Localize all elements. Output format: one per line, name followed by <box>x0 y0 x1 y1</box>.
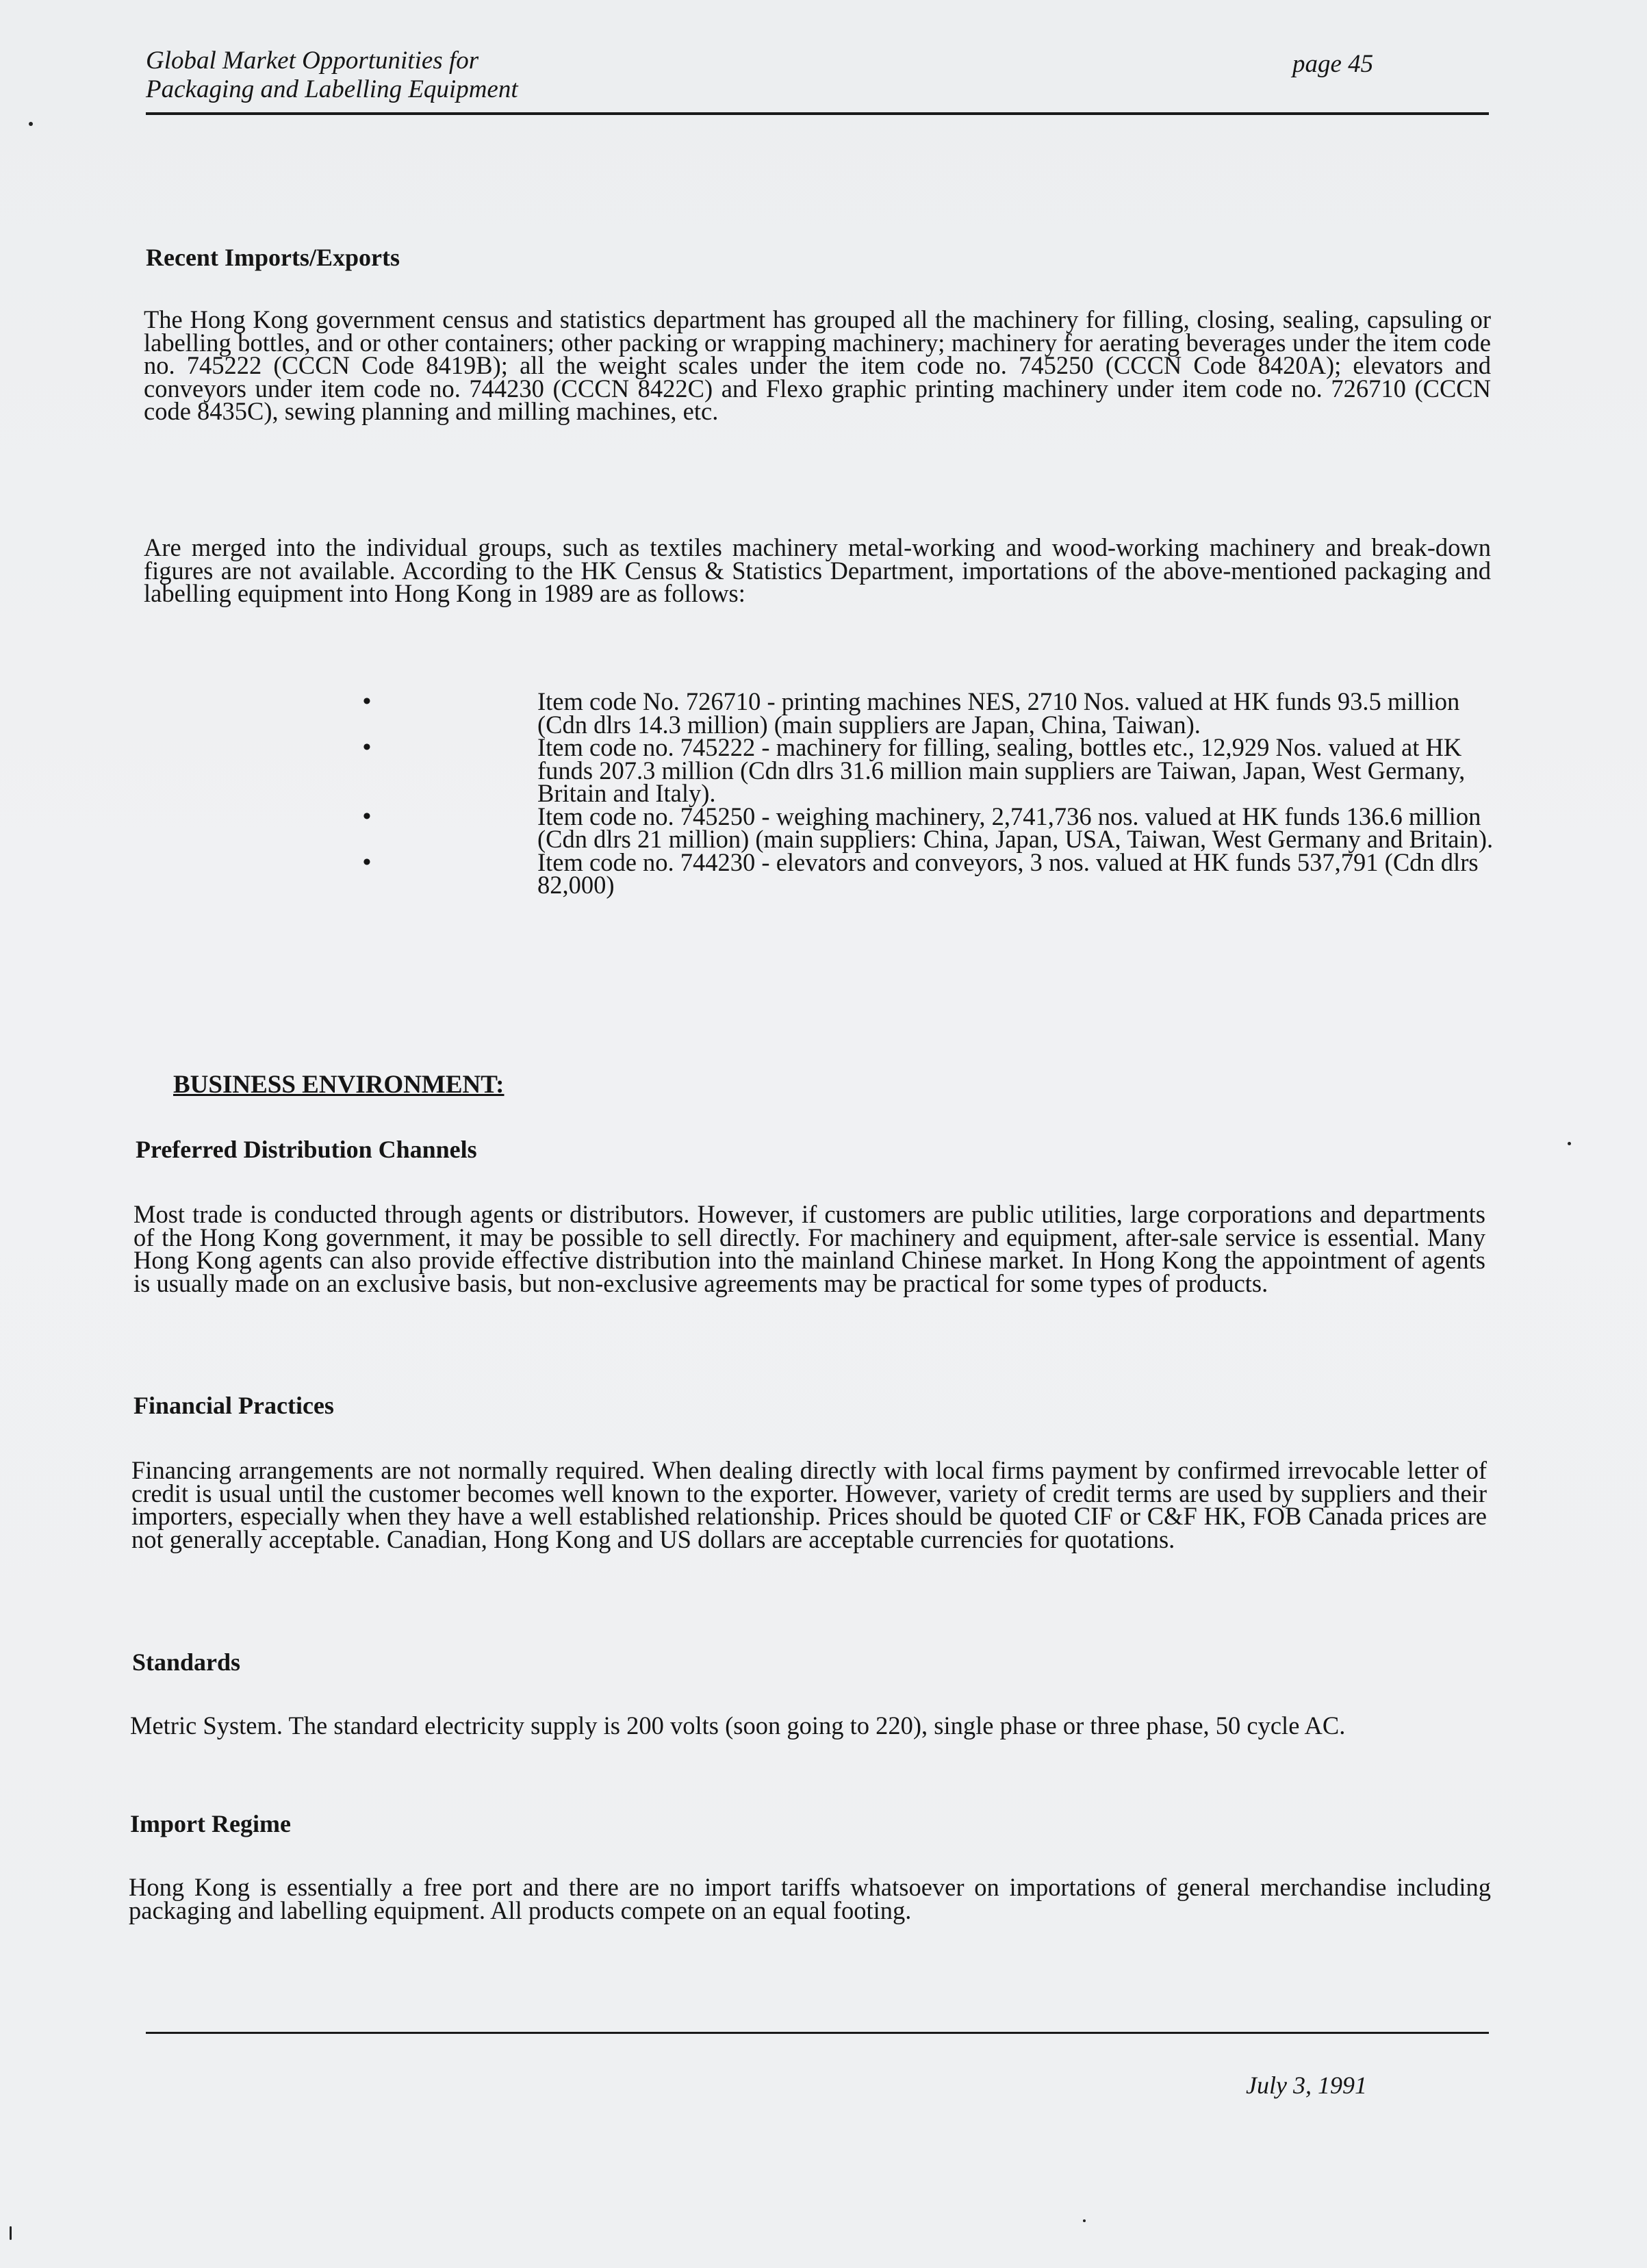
recent-imports-paragraph-1: The Hong Kong government census and statistics department has grouped all the machinery for filling, closing, sealing, capsuling or labelling bottles, and or other containers; other packing or wrapping machinery; machinery for aerating beverages under the item code no. 745222 (CCCN Code 8419B); all the weight scales under the item code no. 745250 (CCCN Code 8420A); elevators and conveyors under item code no. 744230 (CCCN 8422C) and Flexo graphic printing machinery under item code no. 726710 (CCCN code 8435C), sewing planning and milling machines, etc. <box>144 305 1491 425</box>
financial-heading: Financial Practices <box>133 1392 334 1419</box>
import-items-list <box>363 687 1499 899</box>
scan-speck <box>29 122 33 126</box>
bullet-icon: • <box>363 689 371 714</box>
recent-imports-heading: Recent Imports/Exports <box>146 244 400 271</box>
import-regime-paragraph: Hong Kong is essentially a free port and there are no import tariffs whatsoever on importations of general merchandise including packaging and labelling equipment. All products compete on an equal footing. <box>129 1873 1491 1924</box>
footer-rule <box>146 2032 1489 2034</box>
list-item <box>363 733 1499 807</box>
bullet-icon: • <box>363 803 371 829</box>
recent-imports-paragraph-2: Are merged into the individual groups, such as textiles machinery metal-working and wood-working machinery and break-down figures are not available. According to the HK Census & Statistics Department, importations of the above-mentioned packaging and labelling equipment into Hong Kong in 1989 are as follows: <box>144 533 1491 607</box>
list-item-text: Item code no. 745222 - machinery for filling, sealing, bottles etc., 12,929 Nos. valued at HK funds 207.3 million (Cdn dlrs 31.6 million main suppliers are Taiwan, Japan, West Germany, Britain and Italy). <box>537 733 1466 807</box>
scan-speck <box>10 2226 12 2240</box>
footer-date: July 3, 1991 <box>1246 2072 1367 2099</box>
page-number: page 45 <box>1292 50 1374 78</box>
business-environment-title: BUSINESS ENVIRONMENT: <box>173 1071 505 1099</box>
list-item-text: Item code No. 726710 - printing machines NES, 2710 Nos. valued at HK funds 93.5 million (Cdn dlrs 14.3 million) (main suppliers are Japan, China, Taiwan). <box>537 687 1460 739</box>
list-item-text: Item code no. 744230 - elevators and conveyors, 3 nos. valued at HK funds 537,791 (Cdn dlrs 82,000) <box>537 848 1479 899</box>
financial-paragraph: Financing arrangements are not normally required. When dealing directly with local firms payment by confirmed irrevocable letter of credit is usual until the customer becomes well known to the exporter. However, variety of credit terms are used by suppliers and their importers, especially when they have a well established relationship. Prices should be quoted CIF or C&F HK, FOB Canada prices are not generally acceptable. Canadian, Hong Kong and US dollars are acceptable currencies for quotations. <box>131 1456 1487 1553</box>
header-title-line-2: Packaging and Labelling Equipment <box>146 75 518 103</box>
list-item <box>363 848 1499 899</box>
standards-heading: Standards <box>132 1648 241 1676</box>
list-item <box>363 802 1499 853</box>
scan-speck <box>1568 1142 1571 1145</box>
header-rule <box>146 112 1489 115</box>
distribution-heading: Preferred Distribution Channels <box>136 1136 477 1163</box>
import-regime-heading: Import Regime <box>130 1810 291 1837</box>
header-title-line-1: Global Market Opportunities for <box>146 47 479 75</box>
list-item <box>363 687 1499 739</box>
bullet-icon: • <box>363 849 371 875</box>
scan-speck <box>1083 2219 1086 2222</box>
standards-paragraph: Metric System. The standard electricity supply is 200 volts (soon going to 220), single phase or three phase, 50 cycle AC. <box>130 1711 1346 1740</box>
list-item-text: Item code no. 745250 - weighing machinery, 2,741,736 nos. valued at HK funds 136.6 million (Cdn dlrs 21 million) (main suppliers: China, Japan, USA, Taiwan, West Germany and Britain). <box>537 802 1494 853</box>
running-header <box>146 47 518 104</box>
bullet-icon: • <box>363 735 371 760</box>
distribution-paragraph: Most trade is conducted through agents or distributors. However, if customers are public utilities, large corporations and departments of the Hong Kong government, it may be possible to sell directly. For machinery and equipment, after-sale service is essential. Many Hong Kong agents can also provide effective distribution into the mainland Chinese market. In Hong Kong the appointment of agents is usually made on an exclusive basis, but non-exclusive agreements may be practical for some types of products. <box>133 1200 1485 1297</box>
